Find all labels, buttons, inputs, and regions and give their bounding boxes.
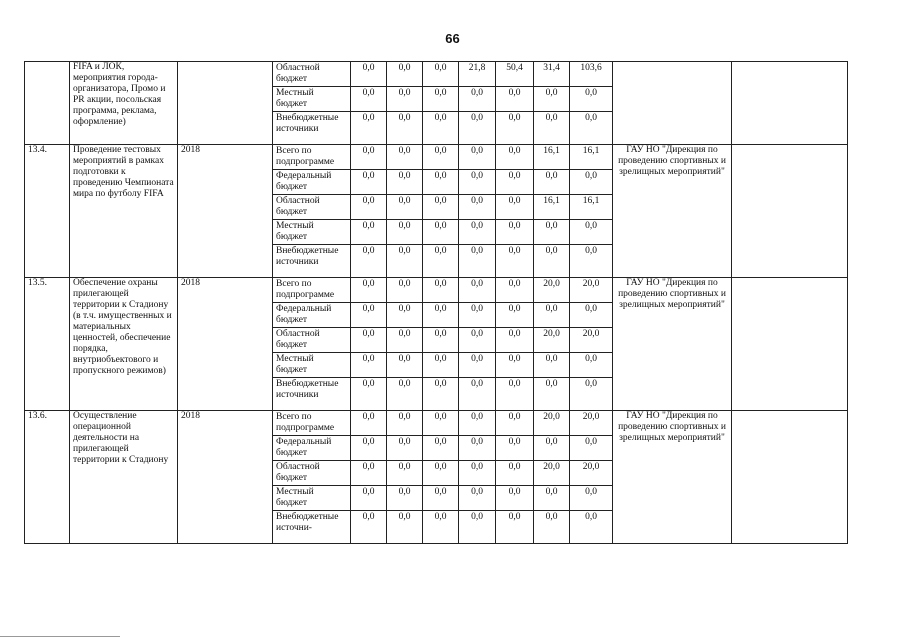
empty-cell <box>732 145 848 278</box>
funding-source: Областной бюджет <box>273 62 351 87</box>
amount-cell: 20,0 <box>570 411 613 436</box>
funding-source: Внебюджетные источники <box>273 112 351 145</box>
funding-source: Всего по подпрограмме <box>273 411 351 436</box>
amount-cell: 0,0 <box>387 353 423 378</box>
amount-cell: 0,0 <box>387 170 423 195</box>
amount-cell: 0,0 <box>496 220 534 245</box>
funding-source: Областной бюджет <box>273 195 351 220</box>
amount-cell: 0,0 <box>423 170 459 195</box>
amount-cell: 0,0 <box>534 112 570 145</box>
amount-cell: 0,0 <box>387 511 423 544</box>
implementation-year: 2018 <box>178 411 273 544</box>
item-number: 13.6. <box>25 411 70 544</box>
amount-cell: 0,0 <box>423 112 459 145</box>
amount-cell: 0,0 <box>423 195 459 220</box>
funding-source: Всего по подпрограмме <box>273 278 351 303</box>
amount-cell: 0,0 <box>459 486 496 511</box>
amount-cell: 0,0 <box>459 328 496 353</box>
amount-cell: 0,0 <box>423 62 459 87</box>
amount-cell: 0,0 <box>387 436 423 461</box>
amount-cell: 0,0 <box>351 195 387 220</box>
funding-source: Местный бюджет <box>273 486 351 511</box>
empty-cell <box>732 278 848 411</box>
amount-cell: 0,0 <box>496 436 534 461</box>
amount-cell: 0,0 <box>423 245 459 278</box>
table-row <box>25 145 848 170</box>
amount-cell: 0,0 <box>387 220 423 245</box>
activity-name: FIFA и ЛОК, мероприятия города-организатора, Промо и PR акции, посольская программа, реклама, оформление) <box>70 62 178 145</box>
funding-source: Федеральный бюджет <box>273 303 351 328</box>
amount-cell: 0,0 <box>387 378 423 411</box>
table-row <box>25 62 848 87</box>
amount-cell: 0,0 <box>351 461 387 486</box>
amount-cell: 0,0 <box>459 195 496 220</box>
amount-cell: 0,0 <box>351 511 387 544</box>
amount-cell: 0,0 <box>459 112 496 145</box>
amount-cell: 0,0 <box>351 145 387 170</box>
amount-cell: 0,0 <box>459 278 496 303</box>
amount-cell: 0,0 <box>387 278 423 303</box>
amount-cell: 0,0 <box>351 278 387 303</box>
item-number: 13.4. <box>25 145 70 278</box>
amount-cell: 0,0 <box>459 245 496 278</box>
amount-cell: 0,0 <box>496 378 534 411</box>
amount-cell: 0,0 <box>534 220 570 245</box>
amount-cell: 0,0 <box>423 220 459 245</box>
activity-name: Осуществление операционной деятельности на прилегающей территории к Стадиону <box>70 411 178 544</box>
executor-name <box>613 62 732 145</box>
activity-name: Проведение тестовых мероприятий в рамках подготовки к проведению Чемпионата мира по футболу FIFA <box>70 145 178 278</box>
amount-cell: 0,0 <box>459 436 496 461</box>
amount-cell: 0,0 <box>351 245 387 278</box>
executor-name: ГАУ НО "Дирекция по проведению спортивных и зрелищных мероприятий" <box>613 145 732 278</box>
amount-cell: 0,0 <box>387 195 423 220</box>
amount-cell: 0,0 <box>570 87 613 112</box>
amount-cell: 0,0 <box>534 486 570 511</box>
amount-cell: 0,0 <box>534 170 570 195</box>
amount-cell: 0,0 <box>534 303 570 328</box>
empty-cell <box>732 62 848 145</box>
amount-cell: 20,0 <box>534 461 570 486</box>
table-row <box>25 411 848 436</box>
amount-cell: 0,0 <box>459 411 496 436</box>
funding-source: Местный бюджет <box>273 87 351 112</box>
scan-margin-line <box>0 636 120 637</box>
amount-cell: 0,0 <box>351 353 387 378</box>
amount-cell: 0,0 <box>459 378 496 411</box>
amount-cell: 0,0 <box>496 411 534 436</box>
amount-cell: 0,0 <box>387 328 423 353</box>
amount-cell: 0,0 <box>423 328 459 353</box>
amount-cell: 0,0 <box>351 170 387 195</box>
amount-cell: 0,0 <box>351 112 387 145</box>
amount-cell: 0,0 <box>534 511 570 544</box>
amount-cell: 20,0 <box>570 278 613 303</box>
amount-cell: 0,0 <box>459 353 496 378</box>
amount-cell: 0,0 <box>459 303 496 328</box>
amount-cell: 0,0 <box>351 486 387 511</box>
amount-cell: 0,0 <box>570 436 613 461</box>
amount-cell: 0,0 <box>496 328 534 353</box>
table-row <box>25 278 848 303</box>
amount-cell: 0,0 <box>387 461 423 486</box>
amount-cell: 0,0 <box>496 511 534 544</box>
implementation-year: 2018 <box>178 145 273 278</box>
amount-cell: 20,0 <box>534 328 570 353</box>
amount-cell: 0,0 <box>351 62 387 87</box>
amount-cell: 20,0 <box>570 461 613 486</box>
funding-source: Внебюджетные источни- <box>273 511 351 544</box>
amount-cell: 0,0 <box>423 87 459 112</box>
amount-cell: 16,1 <box>534 195 570 220</box>
amount-cell: 0,0 <box>423 461 459 486</box>
amount-cell: 0,0 <box>570 353 613 378</box>
amount-cell: 0,0 <box>351 220 387 245</box>
amount-cell: 0,0 <box>570 170 613 195</box>
amount-cell: 0,0 <box>459 220 496 245</box>
amount-cell: 0,0 <box>387 486 423 511</box>
amount-cell: 0,0 <box>570 220 613 245</box>
amount-cell: 0,0 <box>534 378 570 411</box>
amount-cell: 0,0 <box>423 436 459 461</box>
amount-cell: 0,0 <box>534 436 570 461</box>
amount-cell: 0,0 <box>496 461 534 486</box>
amount-cell: 0,0 <box>387 411 423 436</box>
funding-source: Внебюджетные источники <box>273 245 351 278</box>
amount-cell: 0,0 <box>459 145 496 170</box>
amount-cell: 16,1 <box>570 145 613 170</box>
activity-name: Обеспечение охраны прилегающей территории к Стадиону (в т.ч. имущественных и материальных ценностей, обеспечение порядка, внутриобъектового и пропускного режимов) <box>70 278 178 411</box>
amount-cell: 0,0 <box>423 411 459 436</box>
amount-cell: 0,0 <box>351 303 387 328</box>
amount-cell: 0,0 <box>387 112 423 145</box>
amount-cell: 0,0 <box>534 87 570 112</box>
amount-cell: 0,0 <box>423 378 459 411</box>
amount-cell: 0,0 <box>496 303 534 328</box>
amount-cell: 0,0 <box>387 87 423 112</box>
amount-cell: 0,0 <box>459 511 496 544</box>
funding-source: Федеральный бюджет <box>273 170 351 195</box>
amount-cell: 0,0 <box>570 486 613 511</box>
amount-cell: 0,0 <box>459 170 496 195</box>
funding-source: Местный бюджет <box>273 353 351 378</box>
amount-cell: 0,0 <box>496 486 534 511</box>
amount-cell: 20,0 <box>570 328 613 353</box>
funding-source: Областной бюджет <box>273 328 351 353</box>
amount-cell: 0,0 <box>570 303 613 328</box>
amount-cell: 20,0 <box>534 411 570 436</box>
amount-cell: 50,4 <box>496 62 534 87</box>
amount-cell: 0,0 <box>423 353 459 378</box>
amount-cell: 0,0 <box>351 436 387 461</box>
amount-cell: 0,0 <box>496 195 534 220</box>
amount-cell: 20,0 <box>534 278 570 303</box>
amount-cell: 0,0 <box>423 303 459 328</box>
amount-cell: 16,1 <box>570 195 613 220</box>
amount-cell: 0,0 <box>496 170 534 195</box>
amount-cell: 0,0 <box>534 353 570 378</box>
amount-cell: 0,0 <box>351 378 387 411</box>
amount-cell: 0,0 <box>496 245 534 278</box>
funding-source: Всего по подпрограмме <box>273 145 351 170</box>
empty-cell <box>732 411 848 544</box>
amount-cell: 0,0 <box>351 87 387 112</box>
implementation-year: 2018 <box>178 278 273 411</box>
item-number: 13.5. <box>25 278 70 411</box>
amount-cell: 0,0 <box>534 245 570 278</box>
amount-cell: 0,0 <box>496 278 534 303</box>
funding-source: Местный бюджет <box>273 220 351 245</box>
amount-cell: 21,8 <box>459 62 496 87</box>
executor-name: ГАУ НО "Дирекция по проведению спортивных и зрелищных мероприятий" <box>613 411 732 544</box>
amount-cell: 103,6 <box>570 62 613 87</box>
amount-cell: 0,0 <box>496 353 534 378</box>
amount-cell: 0,0 <box>496 87 534 112</box>
amount-cell: 0,0 <box>387 62 423 87</box>
amount-cell: 0,0 <box>459 461 496 486</box>
amount-cell: 0,0 <box>387 245 423 278</box>
funding-source: Федеральный бюджет <box>273 436 351 461</box>
amount-cell: 16,1 <box>534 145 570 170</box>
amount-cell: 0,0 <box>387 303 423 328</box>
amount-cell: 0,0 <box>570 112 613 145</box>
amount-cell: 0,0 <box>570 378 613 411</box>
amount-cell: 31,4 <box>534 62 570 87</box>
amount-cell: 0,0 <box>351 411 387 436</box>
amount-cell: 0,0 <box>459 87 496 112</box>
page-number: 66 <box>445 31 460 46</box>
amount-cell: 0,0 <box>423 278 459 303</box>
funding-source: Областной бюджет <box>273 461 351 486</box>
amount-cell: 0,0 <box>496 112 534 145</box>
amount-cell: 0,0 <box>570 245 613 278</box>
amount-cell: 0,0 <box>387 145 423 170</box>
item-number <box>25 62 70 145</box>
amount-cell: 0,0 <box>351 328 387 353</box>
executor-name: ГАУ НО "Дирекция по проведению спортивных и зрелищных мероприятий" <box>613 278 732 411</box>
amount-cell: 0,0 <box>570 511 613 544</box>
amount-cell: 0,0 <box>423 145 459 170</box>
amount-cell: 0,0 <box>423 486 459 511</box>
funding-source: Внебюджетные источники <box>273 378 351 411</box>
implementation-year <box>178 62 273 145</box>
amount-cell: 0,0 <box>496 145 534 170</box>
amount-cell: 0,0 <box>423 511 459 544</box>
budget-table <box>24 61 848 544</box>
